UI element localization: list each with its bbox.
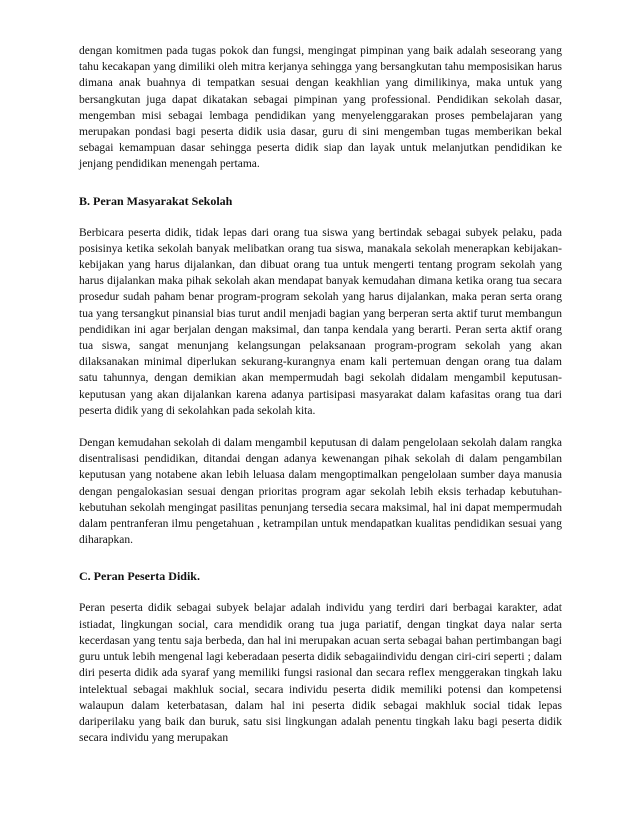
section-b-paragraph-1: Berbicara peserta didik, tidak lepas dari orang tua siswa yang bertindak sebagai subyek pelaku, pada posisinya ketika sekolah banyak melibatkan orang tua siswa, manakala sekolah menerapkan kebijakan-kebijakan yang harus dijalankan, dan dibuat orang tua untuk mengerti tentang program sekolah yang harus dijalankan maka pihak sekolah akan mendapat banyak kemudahan dimana ketika orang tua secara prosedur sudah paham benar program-program sekolah yang harus dijalankan, maka peran serta orang tua yang tersangkut pinansial bias turut andil menjadi bagian yang berperan serta aktif turut membangun pendidikan ini agar berjalan dengan maksimal, dan tanpa kendala yang berarti. Peran serta aktif orang tua siswa, sangat menunjang kelangsungan pelaksanaan program-program sekolah yang akan dilaksanakan minimal diperlukan sekurang-kurangnya enam kali pertemuan dengan orang tua dalam satu tahunnya, dengan demikian akan mempermudah bagi sekolah didalam mengambil keputusan-keputusan yang akan dijalankan karena adanya partisipasi masyarakat dalam kafasitas orang tua dari peserta didik yang di sekolahkan pada sekolah kita. xyxy=(79,226,562,417)
section-c-paragraph-1: Peran peserta didik sebagai subyek belajar adalah individu yang terdiri dari berbagai karakter, adat istiadat, lingkungan social, cara mendidik orang tua juga pariatif, dengan tingkat daya nalar serta kecerdasan yang tentu saja berbeda, dan hal ini merupakan acuan serta sebagai bahan pertimbangan bagi guru untuk lebih mengenal lagi keberadaan peserta didik sebagaiindividu dengan ciri-ciri seperti ; dalam diri peserta didik ada syaraf yang memiliki fungsi rasional dan secara reflex menggerakan tingkah laku intelektual sebagai makhluk social, secara individu peserta didik memiliki potensi dan kompetensi walaupun dalam keterbatasan, dalam hal ini peserta didik sebagai makhluk social tidak lepas dariperilaku yang baik dan buruk, satu sisi lingkungan adalah penentu tingkah laku bagi peserta didik secara individu yang merupakan xyxy=(79,602,562,745)
intro-paragraph: dengan komitmen pada tugas pokok dan fungsi, mengingat pimpinan yang baik adalah seseorang yang tahu kecakapan yang dimiliki oleh mitra kerjanya sehingga yang bersangkutan tahu memposisikan harus dimana anak buahnya di tempatkan sesuai dengan keakhlian yang dimilikinya, maka untuk yang bersangkutan juga dapat dikatakan sebagai pimpinan yang professional. Pendidikan sekolah dasar, mengemban misi sebagai lembaga pendidikan yang menyelenggarakan proses pembelajaran yang merupakan pondasi bagi peserta didik usia dasar, guru di sini mengemban tugas memberikan bekal sebagai kemampuan dasar sehingga peserta didik siap dan layak untuk melanjutkan pendidikan ke jenjang pendidikan menengah pertama. xyxy=(79,45,562,171)
document-page xyxy=(79,43,562,746)
section-b-paragraph-2: Dengan kemudahan sekolah di dalam mengambil keputusan di dalam pengelolaan sekolah dalam rangka disentralisasi pendidikan, ditandai dengan adanya kewenangan pihak sekolah di dalam pengambilan keputusan yang notabene akan lebih leluasa dalam mengoptimalkan pengelolaan sumber daya manusia dengan pengalokasian sesuai dengan prioritas program agar sekolah lebih eksis terhadap kebutuhan-kebutuhan sekolah mengingat pasilitas penunjang tersedia secara maksimal, hal ini dapat mempermudah dalam pentranferan ilmu pengetahuan , ketrampilan untuk mendapatkan kualitas pendidikan sesuai yang diharapkan. xyxy=(79,437,562,547)
section-c-heading: C. Peran Peserta Didik. xyxy=(79,569,200,584)
section-b-heading: B. Peran Masyarakat Sekolah xyxy=(79,193,233,208)
